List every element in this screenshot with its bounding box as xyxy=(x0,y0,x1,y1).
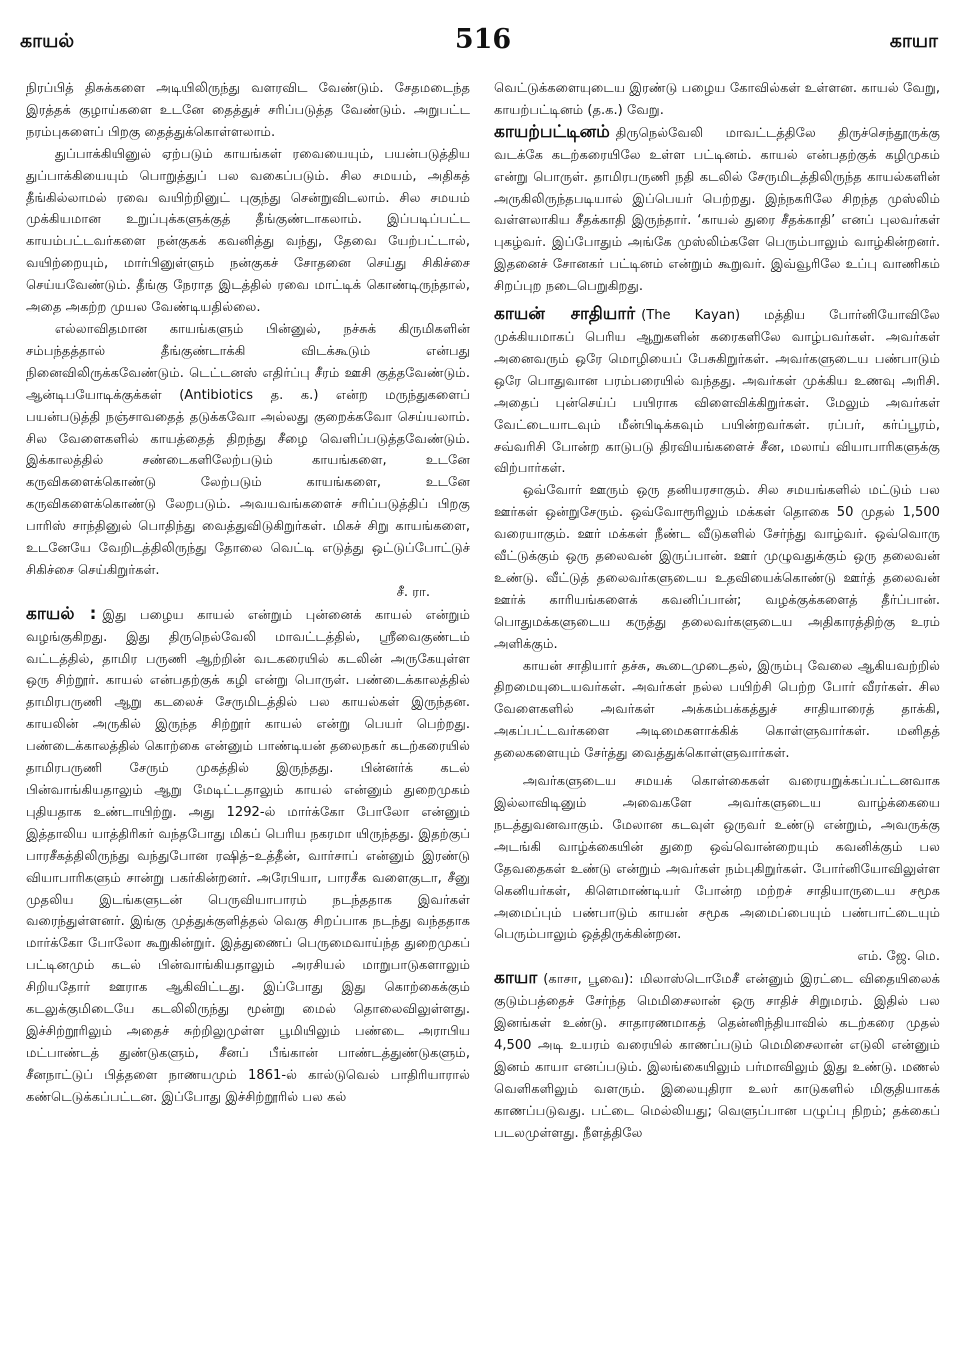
running-head-left: காயல் xyxy=(20,30,75,52)
headword-kayal: காயல் : xyxy=(26,603,97,624)
page-header xyxy=(0,0,966,60)
paragraph-gunshot-wounds: துப்பாக்கியினுல் ஏற்படும் காயங்கள் ரவையையும், பயன்படுத்திய துப்பாக்கியையும் பொறுத்துப் பல வகைப்படும். சில சமயம், அதிகத் தீங்கில்லாமல் ரவை வயிற்றினுட் புகுந்து சென்றுவிடலாம். சில சமயம் முக்கியமான உறுப்புக்களுக்குத் தீங்குண்டாகலாம். இப்படிப்பட்ட காயம்பட்டவர்களை நன்குகக் கவனித்து வந்து, தேவை யேற்பட்டால், வயிற்றையும், மார்பினுள்ளும் நன்குகச் சோதனை செய்து சிகிச்சை செய்யவேண்டும். தீங்கு நேராத இடத்தில் ரவை மாட்டிக் கொண்டிருந்தால், அதை அகற்ற முயல வேண்டியதில்லை. xyxy=(26,146,470,316)
entry-kaya xyxy=(494,968,940,1144)
entry-kayal-body: இது பழைய காயல் என்றும் புன்னைக் காயல் என்றும் வழங்குகிறது. இது திருநெல்வேலி மாவட்டத்தில், ஸ்ரீவைகுண்டம் வட்டத்தில், தாமிர பருணி ஆற்றின் வடகரையில் கடலின் அருகேயுள்ள ஒரு சிற்றூர். காயல் என்பதற்குக் கழி என்று பொருள். பண்டைக்காலத்தில் தாமிரபருணி ஆறு கடலைச் சேருமிடத்தில் பல காயல்கள் இருந்தன. காயலின் அருகில் இருந்த சிற்றூர் காயல் என்று பெயர் பெற்றது. பண்டைக்காலத்தில் கொற்கை என்னும் பாண்டியன் தலைநகர் கடற்கரையில் தாமிரபருணி சேரும் முகத்தில் இருந்தது. பின்னர்க் கடல் பின்வாங்கியதாலும் ஆறு மேடிட்டதாலும் காயல் என்னும் துறைமுகம் புதியதாக உண்டாயிற்று. அது 1292-ல் மார்க்கோ போலோ என்னும் இத்தாலிய யாத்திரிகர் வந்தபோது மிகப் பெரிய நகரமா யிருந்தது. இதற்குப் பாரசீகத்திலிருந்து வந்துபோன ரஷித்–உத்தீன், வார்சாப் என்னும் இரண்டு வியாபாரிகளும் சான்று பகர்கின்றனர். அரேபியா, பாரசீக வளைகுடா, சீனு முதலிய இடங்களுடன் பெருவியாபாரம் நடந்ததாக இவர்கள் வரைந்துள்ளனர். இங்கு முத்துக்குளித்தல் வெகு சிறப்பாக நடந்து வந்ததாக மார்க்கோ போலோ கூறுகின்றுர். இத்துணைப் பெருமைவாய்ந்த துறைமுகப் பட்டினமும் கடல் பின்வாங்கியதாலும் அரசியல் மாறுபாடுகளாலும் சிறியதோர் ஊராக ஆகிவிட்டது. இப்போது இது கொற்கைக்கும் கடலுக்குமிடையே கடலிலிருந்து மூன்று மைல் தொலைவிலுள்ளது. இச்சிற்றூரிலும் அதைச் சுற்றிலுமுள்ள பூமியிலும் பண்டை அராபிய மட்பாண்டத் துண்டுகளும், சீனப் பீங்கான் பாண்டத்துண்டுகளும், சீனநாட்டுப் பித்தளை நாணயமும் 1861-ல் கால்டுவெல் பாதிரியாரால் கண்டெடுக்கப்பட்டன. இப்போது இச்சிற்றூரில் பல கல் xyxy=(26,607,470,1105)
entry-kayan xyxy=(494,304,940,480)
paragraph-kayan-religion: அவர்களுடைய சமயக் கொள்கைகள் வரையறுக்கப்பட்டனவாக இல்லாவிடினும் அவைகளே அவர்களுடைய வாழ்க்கையை நடத்துவனவாகும். மேலான கடவுள் ஒருவர் உண்டு என்றும், அவருக்கு அடங்கி வாழ்க்கையின் துறை ஒவ்வொன்றையும் கவனிக்கும் பல தேவதைகள் உண்டு என்றும் அவர்கள் நம்புகிறுர்கள். போர்னியோவிலுள்ள கெனியர்கள், கிளெமாண்டியர் போன்ற மற்றச் சாதியாருடைய சமூக அமைப்பும் பண்பாடும் காயன் சமூக அமைப்பையும் பண்பாட்டையும் பெரும்பாலும் ஒத்திருக்கின்றன. xyxy=(494,774,940,943)
left-column xyxy=(26,78,470,1360)
entry-kayal xyxy=(26,604,470,1109)
entry-kayalpattinam xyxy=(494,122,940,298)
entry-kaya-body: (காசா, பூவை): மிலாஸ்டொமேசீ என்னும் இரட்டை விதையிலைக் குடும்பத்தைச் சேர்ந்த மெமிசைலான் ஒரு சாதிச் சிறுமரம். இதில் பல இனங்கள் உண்டு. சாதாரணமாகத் தென்னிந்தியாவில் கடற்கரை முதல் 4,500 அடி உயரம் வரையில் காணப்படும் மெமிசைலான் எடுலி என்னும் இனம் காயா எனப்படும். இலங்கையிலும் பர்மாவிலும் இது உண்டு. மணல் வெளிகளிலும் வளரும். இலையுதிரா உலர் காடுகளில் மிகுதியாகக் காணப்படுவது. பட்டை மெல்லியது; வெளுப்பான பழுப்பு நிறம்; தக்கைப் படலமுள்ளது. நீளத்திலே xyxy=(494,972,940,1141)
paragraph-kayan-skills: காயன் சாதியார் தச்சு, கூடைமுடைதல், இரும்பு வேலை ஆகியவற்றில் திறமையுடையவர்கள். அவர்கள் நல்ல பயிற்சி பெற்ற போர் வீரர்கள். சில வேளைகளில் அவர்கள் அக்கம்பக்கத்துச் சாதியாரைத் தாக்கி, அகப்பட்டவர்களை அடிமைகளாக்கிக் கொள்ளுவார்கள். மனிதத் தலைகளையும் சேர்த்து வைத்துக்கொள்ளுவார்கள். xyxy=(494,658,940,762)
paragraph-kayal-end: வெட்டுக்களையுடைய இரண்டு பழைய கோவில்கள் உள்ளன. காயல் வேறு, காயற்பட்டினம் (த.க.) வேறு. xyxy=(494,81,940,118)
entry-kayalpattinam-body: திருநெல்வேலி மாவட்டத்திலே திருச்செந்தூருக்கு வடக்கே கடற்கரையிலே உள்ள பட்டினம். காயல் என்பதற்குக் கழிமுகம் என்று பொருள். தாமிரபருணி நதி கடலில் சேருமிடத்திலிருந்த காயல்களின் அருகிலிருந்தபடியால் இப்பெயர் பெற்றது. இந்நகரிலே சிறந்த முஸ்லிம் வள்ளலாகிய சீதக்காதி இருந்தார். ‘காயல் துரை சீதக்காதி’ எனப் புலவர்கள் புகழ்வர். இப்போதும் அங்கே முஸ்லிம்களே பெரும்பாலும் வாழ்கின்றனர். இதனைச் சோனகர் பட்டினம் என்றும் கூறுவர். இவ்வூரிலே உப்பு வாணிகம் சிறப்புற நடைபெறுகிறது. xyxy=(494,125,940,295)
paragraph-kayan-villages: ஒவ்வோர் ஊரும் ஒரு தனியரசாகும். சில சமயங்களில் மட்டும் பல ஊர்கள் ஒன்றுசேரும். ஒவ்வோரூரிலும் மக்கள் தொகை 50 முதல் 1,500 வரையாகும். ஊர் மக்கள் நீண்ட வீடுகளில் சேர்ந்து வாழ்வர். ஒவ்வொரு வீட்டுக்கும் ஒரு தலைவன் இருப்பான். ஊர் முழுவதுக்கும் ஒரு தலைவன் உண்டு. வீட்டுத் தலைவர்களுடைய உதவியைக்கொண்டு ஊர்த் தலைவன் ஊர்க் காரியங்களைக் கவனிப்பான்; வழக்குக்களைத் தீர்ப்பான். பொதுமக்களுடைய கருத்து தலைவர்களுடைய அதிகாரத்திற்கு உரம் அளிக்கும். xyxy=(494,483,940,652)
running-head-right: காயா xyxy=(889,30,938,52)
author-initials: சீ. ரா. xyxy=(396,584,430,600)
paragraph-wound-continuation: நிரப்பித் திசுக்களை அடியிலிருந்து வளரவிட வேண்டும். சேதமடைந்த இரத்தக் குழாய்களை உடனே தைத்துச் சரிப்படுத்த வேண்டும். அறுபட்ட நரம்புகளைப் பிறகு தைத்துக்கொள்ளலாம். xyxy=(26,81,470,140)
author-initials: எம். ஜே. மெ. xyxy=(857,949,940,965)
headword-kayalpattinam: காயற்பட்டினம் xyxy=(494,121,610,142)
paragraph-infection: எல்லாவிதமான காயங்களும் பின்னுல், நச்சுக் கிருமிகளின் சம்பந்தத்தால் தீங்குண்டாக்கி விடக்கூடும் என்பது நினைவிலிருக்கவேண்டும். டெட்டனஸ் எதிர்ப்பு சீரம் ஊசி குத்தவேண்டும். ஆன்டிபயோடிக்குக்கள் (Antibiotics த. க.) என்ற மருந்துகளைப் பயன்படுத்தி நஞ்சாவதைத் தடுக்கவோ அல்லது குறைக்கவோ செய்யலாம். சில வேளைகளில் காயத்தைத் திறந்து சீழை வெளிப்படுத்தவேண்டும். இக்காலத்தில் சண்டைகளிலேற்படும் காயங்களை, உடனே கருவிகளைக்கொண்டு லேற்படும் காயங்களை, உடனே கருவிகளைக்கொண்டு லேறபடும். அவயவங்களைச் சரிப்படுத்திப் பிறகு பாரிஸ் சாந்தினுல் பொதிந்து வைத்துவிடுகிறுர்கள். மிகச் சிறு காயங்களை, உடனேயே வேறிடத்திலிருந்து தோலை வெட்டி எடுத்து ஒட்டுப்போட்டுச் சிகிச்சை செய்கிறுர்கள். xyxy=(26,321,470,578)
author-signature xyxy=(26,582,470,604)
headword-kayan: காயன் சாதியார் xyxy=(494,304,636,325)
entry-kayan-body: மத்திய போர்னியோவிலே முக்கியமாகப் பெரிய ஆறுகளின் கரைகளிலே வாழ்பவர்கள். அவர்கள் அனைவரும் ஒரே மொழியைப் பேசுகிறுர்கள். அவர்களுடைய பண்பாடும் ஒரே பொதுவான பரம்பரையில் வந்தது. அவர்கள் முக்கிய உணவு அரிசி. அதைப் புன்செய்ப் பயிராக விளைவிக்கிறுர்கள். மேலும் அவர்கள் வேட்டையாடவும் மீன்பிடிக்கவும் பயின்றவர்கள். ரப்பர், கர்ப்பூரம், சவ்வரிசி போன்ற காடுபடு திரவியங்களைச் சீன, மலாய் வியாபாரிகளுக்கு விற்பார்கள். xyxy=(494,308,940,477)
author-signature xyxy=(494,946,940,968)
page-number: 516 xyxy=(454,24,512,55)
right-column xyxy=(494,78,940,1360)
headword-kaya: காயா xyxy=(494,968,538,989)
headword-kayan-english: (The Kayan) xyxy=(641,308,741,324)
